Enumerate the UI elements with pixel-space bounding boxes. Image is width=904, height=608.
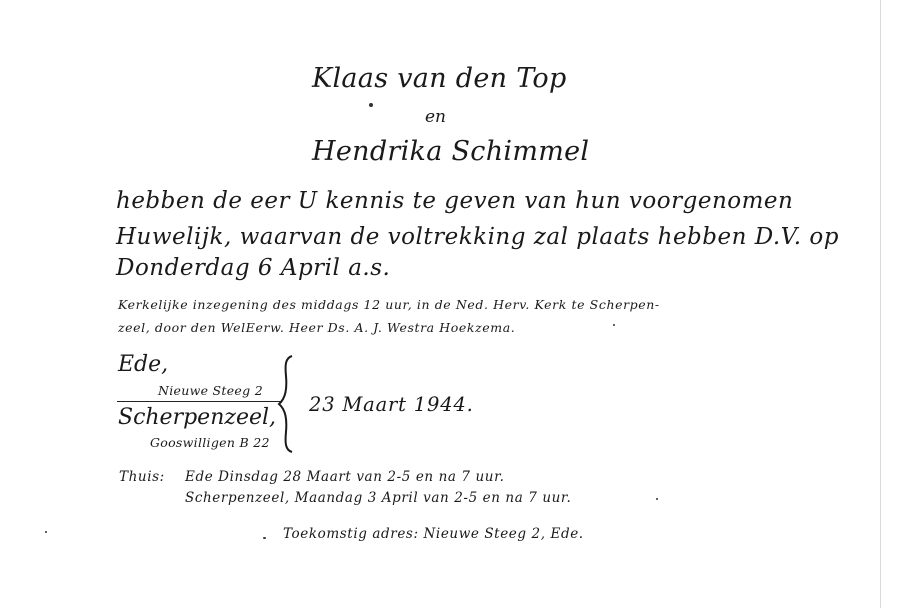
groom-place: Ede, bbox=[118, 352, 169, 377]
at-home-line-2: Scherpenzeel, Maandag 3 April van 2-5 en na 7 uur. bbox=[185, 490, 572, 506]
curly-brace-icon bbox=[276, 354, 302, 454]
scan-speck bbox=[263, 537, 266, 539]
groom-name: Klaas van den Top bbox=[312, 63, 567, 94]
address-divider bbox=[117, 401, 282, 402]
scan-speck bbox=[45, 531, 47, 533]
at-home-line-1: Ede Dinsdag 28 Maart van 2-5 en na 7 uur. bbox=[185, 469, 505, 485]
bride-name: Hendrika Schimmel bbox=[312, 136, 590, 167]
ceremony-line-1: Kerkelijke inzegening des middags 12 uur, in de Ned. Herv. Kerk te Scherpen- bbox=[118, 297, 660, 312]
scan-speck bbox=[656, 498, 658, 500]
announcement-line-3: Donderdag 6 April a.s. bbox=[116, 255, 391, 281]
conjunction: en bbox=[425, 107, 447, 127]
scan-edge-line bbox=[880, 0, 881, 608]
bride-place: Scherpenzeel, bbox=[118, 405, 277, 430]
future-address: Toekomstig adres: Nieuwe Steeg 2, Ede. bbox=[283, 526, 584, 542]
groom-street: Nieuwe Steeg 2 bbox=[158, 383, 263, 398]
ceremony-line-2: zeel, door den WelEerw. Heer Ds. A. J. Westra Hoekzema. bbox=[118, 320, 516, 335]
announcement-line-1: hebben de eer U kennis te geven van hun voorgenomen bbox=[116, 188, 794, 214]
bride-street: Gooswilligen B 22 bbox=[150, 435, 270, 450]
announcement-line-2: Huwelijk, waarvan de voltrekking zal plaats hebben D.V. op bbox=[116, 224, 839, 250]
scan-speck bbox=[613, 324, 615, 326]
at-home-label: Thuis: bbox=[119, 469, 165, 485]
announcement-date: 23 Maart 1944. bbox=[309, 393, 474, 416]
scan-speck bbox=[369, 103, 373, 107]
